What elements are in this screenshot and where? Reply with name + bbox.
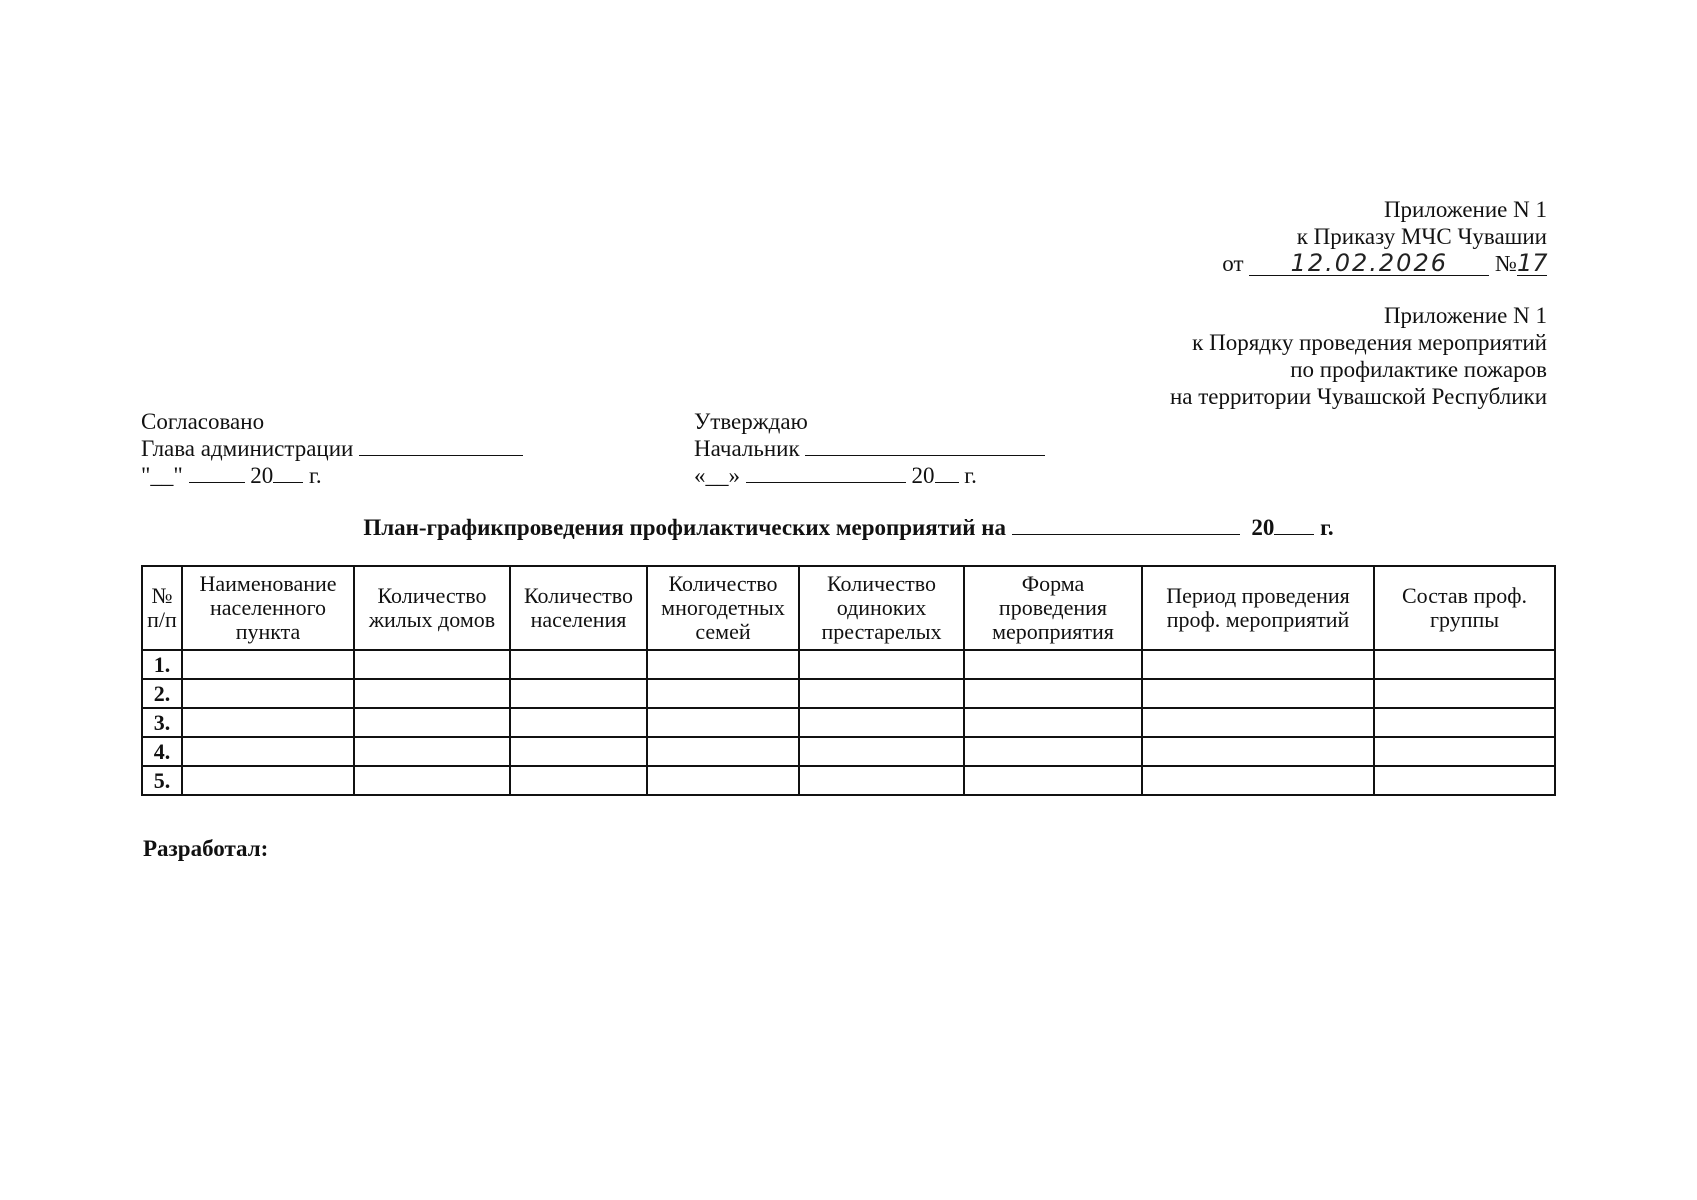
agreed-day: "__" bbox=[141, 463, 183, 488]
table-cell bbox=[799, 737, 964, 766]
agreed-heading: Согласовано bbox=[141, 409, 265, 434]
order-annex-title: Приложение N 1 bbox=[1383, 197, 1547, 222]
header-population: Количество населения bbox=[510, 566, 647, 650]
agreed-year-suffix: г. bbox=[309, 463, 322, 488]
approved-heading: Утверждаю bbox=[694, 409, 808, 434]
header-settlement: Наименование населенного пункта bbox=[182, 566, 354, 650]
row-number: 2. bbox=[142, 679, 182, 708]
order-annex-subtitle: к Приказу МЧС Чувашии bbox=[1296, 224, 1547, 249]
table-cell bbox=[354, 650, 510, 679]
table-cell bbox=[964, 679, 1142, 708]
from-label: от bbox=[1222, 251, 1244, 276]
table-row bbox=[142, 650, 1555, 679]
table-cell bbox=[647, 679, 799, 708]
approved-block bbox=[694, 408, 1045, 489]
table-cell bbox=[1142, 679, 1374, 708]
approved-year-blank bbox=[935, 462, 959, 483]
table-cell bbox=[799, 766, 964, 795]
table-cell bbox=[510, 679, 647, 708]
table-cell bbox=[647, 766, 799, 795]
table-cell bbox=[510, 708, 647, 737]
table-row bbox=[142, 708, 1555, 737]
order-annex bbox=[1222, 196, 1547, 277]
table-cell bbox=[1374, 766, 1555, 795]
table-cell bbox=[1374, 708, 1555, 737]
table-cell bbox=[647, 650, 799, 679]
header-event-period: Период проведения проф. мероприятий bbox=[1142, 566, 1374, 650]
row-number: 3. bbox=[142, 708, 182, 737]
approved-month-blank bbox=[746, 462, 906, 483]
table-cell bbox=[799, 679, 964, 708]
plan-year-blank bbox=[1274, 514, 1314, 535]
table-cell bbox=[354, 737, 510, 766]
table-cell bbox=[510, 766, 647, 795]
row-number: 5. bbox=[142, 766, 182, 795]
header-lonely-elderly: Количество одиноких престарелых bbox=[799, 566, 964, 650]
table-cell bbox=[182, 737, 354, 766]
table-cell bbox=[1142, 737, 1374, 766]
table-cell bbox=[1374, 737, 1555, 766]
order-date: 12.02.2026 bbox=[1249, 251, 1489, 276]
events-table bbox=[141, 565, 1556, 796]
approved-year-suffix: г. bbox=[964, 463, 977, 488]
approved-position-line bbox=[694, 435, 1045, 462]
agreed-block bbox=[141, 408, 523, 489]
agreed-month-blank bbox=[189, 462, 245, 483]
table-cell bbox=[1142, 650, 1374, 679]
procedure-annex-title: Приложение N 1 bbox=[1383, 303, 1547, 328]
order-number: 17 bbox=[1517, 249, 1548, 277]
plan-title bbox=[0, 514, 1697, 541]
procedure-annex bbox=[1170, 302, 1547, 410]
table-cell bbox=[1374, 679, 1555, 708]
table-cell bbox=[964, 650, 1142, 679]
table-cell bbox=[647, 708, 799, 737]
table-cell bbox=[799, 650, 964, 679]
developed-by-label: Разработал: bbox=[143, 836, 269, 861]
table-cell bbox=[799, 708, 964, 737]
table-cell bbox=[182, 708, 354, 737]
approved-signature-blank bbox=[805, 435, 1045, 456]
approved-day: «__» bbox=[694, 463, 740, 488]
row-number: 1. bbox=[142, 650, 182, 679]
approved-date-line bbox=[694, 462, 1045, 489]
plan-year-suffix: г. bbox=[1320, 515, 1334, 540]
table-header-row bbox=[142, 566, 1555, 650]
agreed-position-line bbox=[141, 435, 523, 462]
agreed-year-blank bbox=[273, 462, 303, 483]
header-group-members: Состав проф. группы bbox=[1374, 566, 1555, 650]
plan-title-text: План-графикпроведения профилактических мероприятий на bbox=[363, 515, 1007, 540]
approved-year-prefix: 20 bbox=[911, 463, 935, 488]
table-cell bbox=[510, 650, 647, 679]
row-number: 4. bbox=[142, 737, 182, 766]
table-cell bbox=[1142, 766, 1374, 795]
table-cell bbox=[964, 708, 1142, 737]
table-row bbox=[142, 766, 1555, 795]
table-cell bbox=[1374, 650, 1555, 679]
table-cell bbox=[182, 679, 354, 708]
number-label: № bbox=[1495, 251, 1517, 276]
table-cell bbox=[182, 650, 354, 679]
table-cell bbox=[354, 766, 510, 795]
order-annex-date-line bbox=[1222, 250, 1547, 277]
header-houses: Количество жилых домов bbox=[354, 566, 510, 650]
table-row bbox=[142, 737, 1555, 766]
agreed-position: Глава администрации bbox=[141, 436, 354, 461]
procedure-annex-line-3: по профилактике пожаров bbox=[1290, 357, 1547, 382]
table-row bbox=[142, 679, 1555, 708]
procedure-annex-line-4: на территории Чувашской Республики bbox=[1169, 384, 1547, 409]
agreed-signature-blank bbox=[359, 435, 523, 456]
table-cell bbox=[1142, 708, 1374, 737]
header-number: № п/п bbox=[142, 566, 182, 650]
table-cell bbox=[964, 737, 1142, 766]
agreed-year-prefix: 20 bbox=[250, 463, 274, 488]
approved-position: Начальник bbox=[694, 436, 800, 461]
procedure-annex-line-2: к Порядку проведения мероприятий bbox=[1192, 330, 1547, 355]
table-cell bbox=[182, 766, 354, 795]
table-cell bbox=[964, 766, 1142, 795]
plan-period-blank bbox=[1012, 514, 1240, 535]
plan-year-prefix: 20 bbox=[1251, 515, 1275, 540]
header-event-form: Форма проведения мероприятия bbox=[964, 566, 1142, 650]
table-cell bbox=[647, 737, 799, 766]
table-cell bbox=[510, 737, 647, 766]
table-cell bbox=[354, 708, 510, 737]
agreed-date-line bbox=[141, 462, 523, 489]
header-large-families: Количество многодетных семей bbox=[647, 566, 799, 650]
table-cell bbox=[354, 679, 510, 708]
